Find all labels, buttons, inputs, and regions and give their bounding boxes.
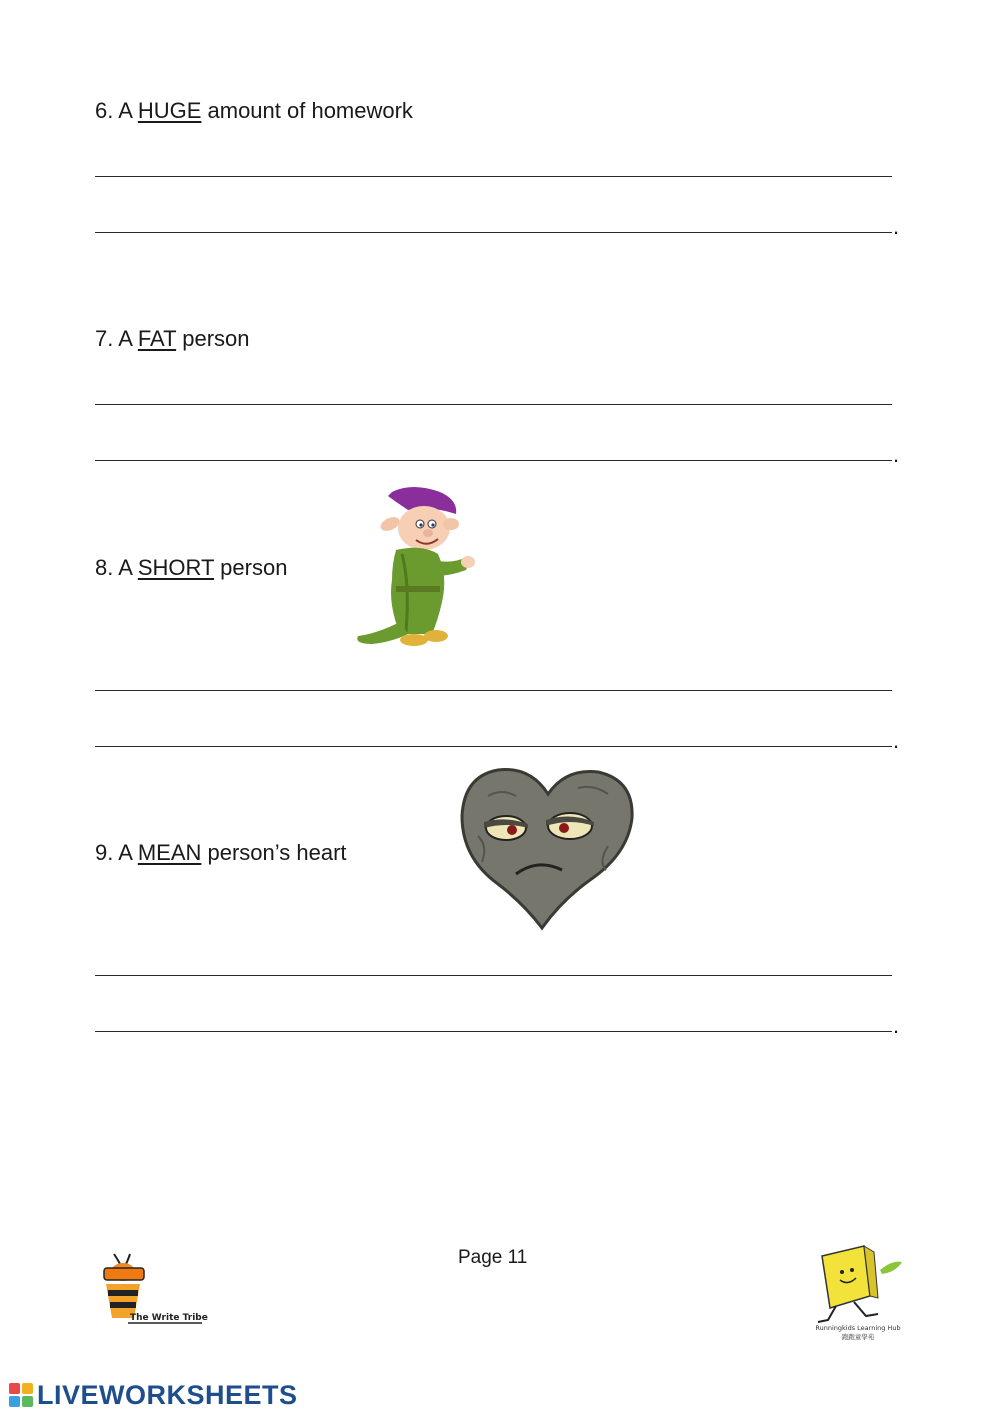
answer-line[interactable] bbox=[95, 690, 892, 691]
answer-line[interactable] bbox=[95, 232, 892, 233]
question-keyword: MEAN bbox=[137, 840, 202, 865]
stone-heart-illustration bbox=[458, 766, 638, 934]
question-7 bbox=[95, 326, 250, 352]
answer-line[interactable] bbox=[95, 746, 892, 747]
question-number: 9. A bbox=[95, 840, 138, 865]
question-text: person bbox=[214, 555, 288, 580]
question-keyword: HUGE bbox=[137, 98, 202, 123]
question-keyword: SHORT bbox=[137, 555, 215, 580]
answer-line[interactable] bbox=[95, 975, 892, 976]
question-number: 6. A bbox=[95, 98, 138, 123]
liveworksheets-brand[interactable] bbox=[8, 1378, 298, 1412]
liveworksheets-logo-icon bbox=[8, 1382, 34, 1408]
answer-line[interactable] bbox=[95, 1031, 892, 1032]
line-end-period: . bbox=[893, 1013, 900, 1038]
question-text: amount of homework bbox=[201, 98, 413, 123]
line-end-period: . bbox=[893, 442, 900, 467]
answer-line[interactable] bbox=[95, 176, 892, 177]
liveworksheets-wordmark: LIVEWORKSHEETS bbox=[37, 1379, 298, 1410]
dwarf-illustration bbox=[352, 484, 477, 649]
book-logo-text-chinese: 跑跑童學苑 bbox=[841, 1333, 875, 1341]
bee-logo-text: The Write Tribe bbox=[130, 1313, 208, 1323]
question-8 bbox=[95, 555, 287, 581]
page-number: Page 11 bbox=[458, 1247, 528, 1268]
running-book-logo bbox=[808, 1242, 908, 1342]
question-number: 7. A bbox=[95, 326, 138, 351]
question-6 bbox=[95, 98, 413, 124]
book-logo-text: Runningkids Learning Hub bbox=[815, 1324, 901, 1332]
question-number: 8. A bbox=[95, 555, 138, 580]
line-end-period: . bbox=[893, 728, 900, 753]
question-keyword: FAT bbox=[137, 326, 177, 351]
question-text: person bbox=[176, 326, 250, 351]
question-9 bbox=[95, 840, 347, 866]
answer-line[interactable] bbox=[95, 404, 892, 405]
question-text: person’s heart bbox=[201, 840, 347, 865]
line-end-period: . bbox=[893, 214, 900, 239]
answer-line[interactable] bbox=[95, 460, 892, 461]
bee-logo bbox=[96, 1250, 208, 1326]
